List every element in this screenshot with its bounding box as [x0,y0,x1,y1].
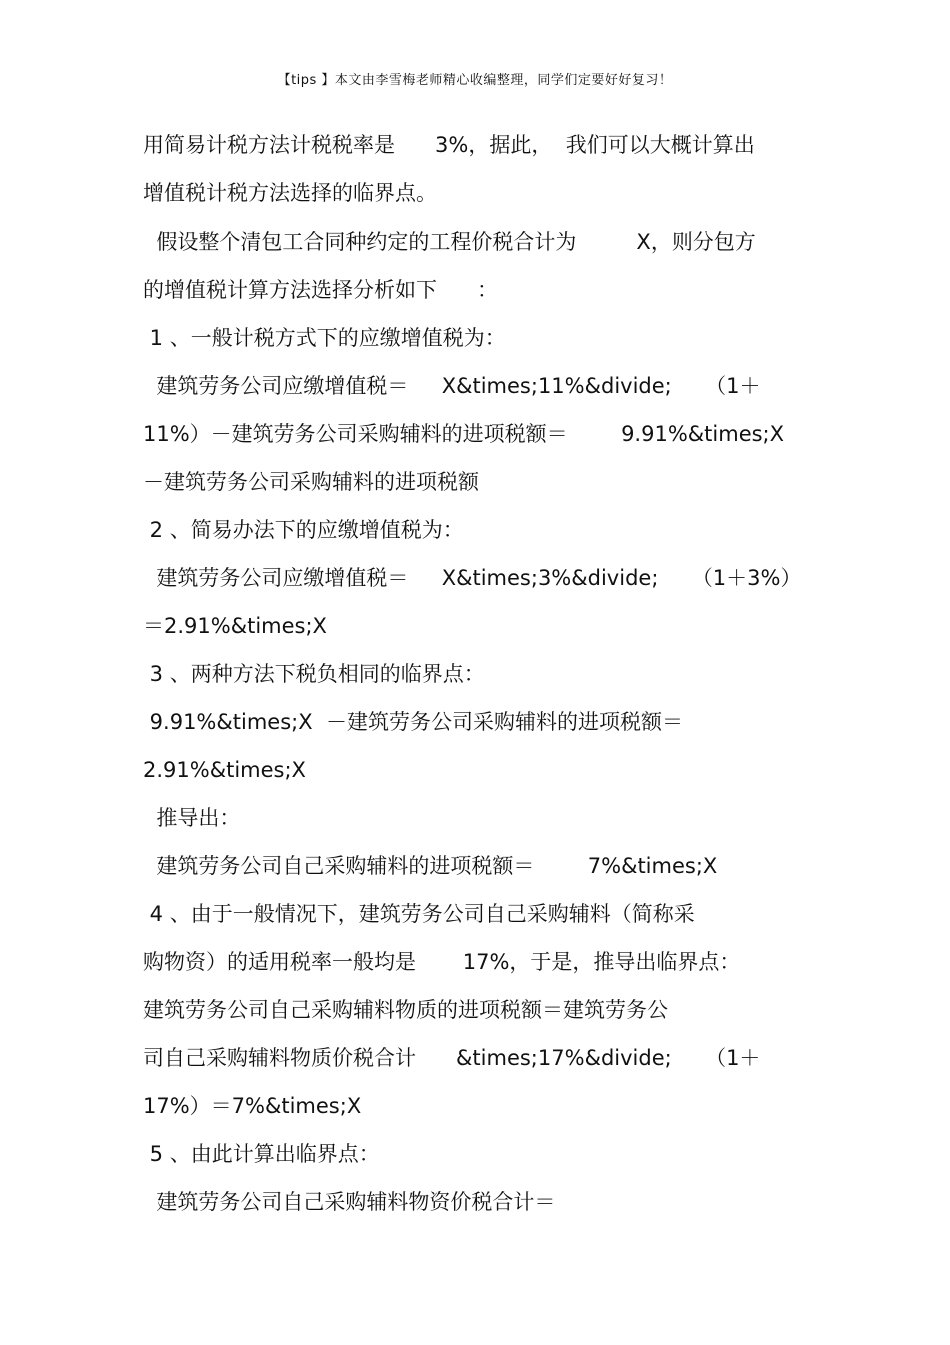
text-line: 11%）－建筑劳务公司采购辅料的进项税额＝ 9.91%&times;X [143,422,785,446]
text-line: 建筑劳务公司应缴增值税＝ X&times;3%&divide; （1＋3%） [143,566,802,590]
text-line: ＝2.91%&times;X [143,614,327,638]
text-line: 司自己采购辅料物质价税合计 &times;17%&divide; （1＋ [143,1046,761,1070]
text-line: 购物资）的适用税率一般均是 17%，于是，推导出临界点： [143,950,741,974]
text-line: 1 、一般计税方式下的应缴增值税为： [143,326,506,350]
text-line: 3 、两种方法下税负相同的临界点： [143,662,485,686]
text-line: 9.91%&times;X －建筑劳务公司采购辅料的进项税额＝ [143,710,683,734]
text-line: 4 、由于一般情况下，建筑劳务公司自己采购辅料（简称采 [143,902,695,926]
text-line: 17%）＝7%&times;X [143,1094,362,1118]
text-line: 建筑劳务公司自己采购辅料物质的进项税额＝建筑劳务公 [143,998,668,1022]
text-line: 建筑劳务公司自己采购辅料的进项税额＝ 7%&times;X [143,854,718,878]
text-line: 2.91%&times;X [143,758,306,782]
text-line: 5 、由此计算出临界点： [143,1142,380,1166]
header-note: 【tips 】本文由李雪梅老师精心收编整理，同学们定要好好复习！ [277,73,673,88]
text-line: 假设整个清包工合同种约定的工程价税合计为 X，则分包方 [143,230,756,254]
text-line: －建筑劳务公司采购辅料的进项税额 [143,470,479,494]
text-line: 用简易计税方法计税税率是 3%，据此， 我们可以大概计算出 [143,133,755,157]
text-line: 2 、简易办法下的应缴增值税为： [143,518,464,542]
text-line: 增值税计税方法选择的临界点。 [143,181,437,205]
text-line: 建筑劳务公司应缴增值税＝ X&times;11%&divide; （1＋ [143,374,761,398]
text-line: 的增值税计算方法选择分析如下 ： [143,278,499,302]
text-line: 推导出： [143,806,241,830]
text-line: 建筑劳务公司自己采购辅料物资价税合计＝ [143,1190,556,1214]
